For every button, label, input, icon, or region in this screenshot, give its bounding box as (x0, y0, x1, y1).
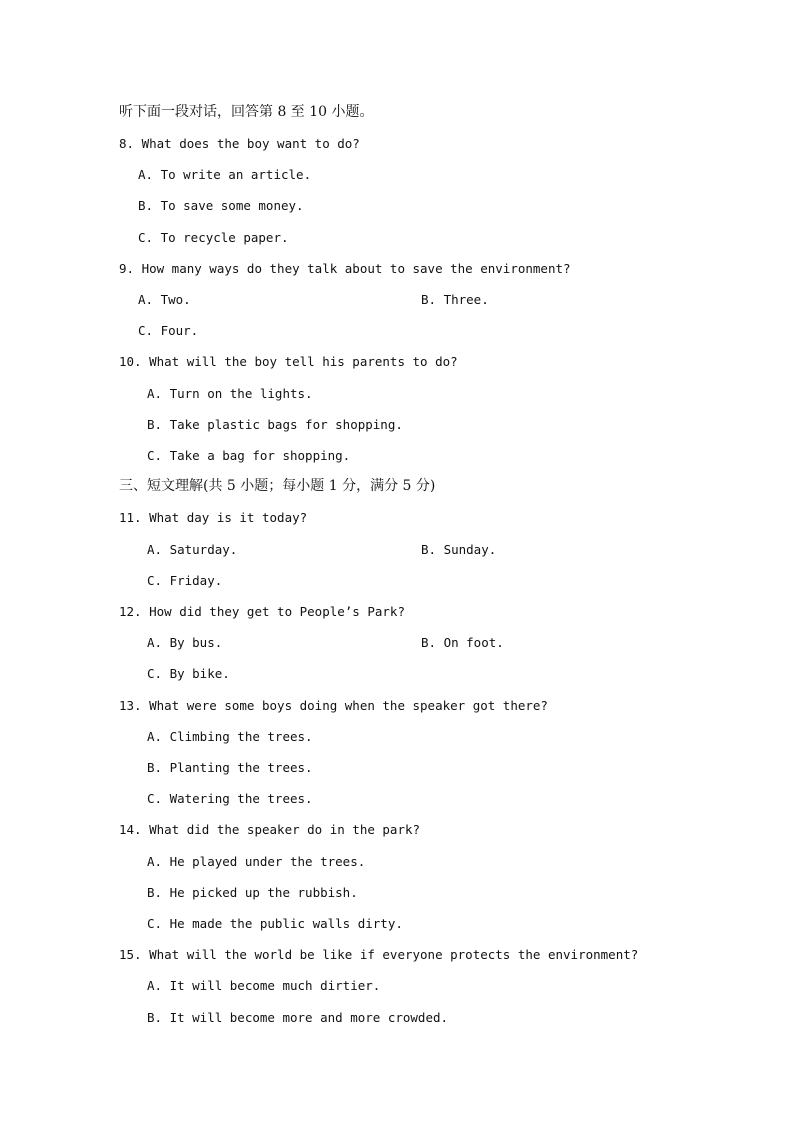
question-8-option-a: A. To write an article. (138, 167, 312, 182)
question-11-option-a: A. Saturday. (147, 542, 238, 557)
question-13-option-b: B. Planting the trees. (147, 760, 313, 775)
question-9-option-a: A. Two. (138, 292, 191, 307)
question-10-option-b: B. Take plastic bags for shopping. (147, 417, 403, 432)
question-15-option-a: A. It will become much dirtier. (147, 978, 381, 993)
question-9-option-c: C. Four. (138, 323, 199, 338)
question-12-stem: 12. How did they get to People’s Park? (119, 604, 405, 619)
question-12-option-b: B. On foot. (421, 635, 504, 650)
question-15-stem: 15. What will the world be like if everyone protects the environment? (119, 947, 639, 962)
question-8-option-c: C. To recycle paper. (138, 230, 289, 245)
section-heading-passage-comprehension: 三、短文理解(共 5 小题；每小题 1 分，满分 5 分) (119, 478, 436, 494)
question-13-stem: 13. What were some boys doing when the speaker got there? (119, 698, 548, 713)
question-14-option-c: C. He made the public walls dirty. (147, 916, 403, 931)
question-12-option-c: C. By bike. (147, 666, 230, 681)
question-8-option-b: B. To save some money. (138, 198, 304, 213)
question-11-stem: 11. What day is it today? (119, 510, 308, 525)
question-14-option-a: A. He played under the trees. (147, 854, 366, 869)
question-10-option-a: A. Turn on the lights. (147, 386, 313, 401)
question-10-stem: 10. What will the boy tell his parents to do? (119, 354, 458, 369)
section-heading-listening-dialogue: 听下面一段对话，回答第 8 至 10 小题。 (119, 104, 374, 120)
question-14-option-b: B. He picked up the rubbish. (147, 885, 358, 900)
question-13-option-a: A. Climbing the trees. (147, 729, 313, 744)
question-12-option-a: A. By bus. (147, 635, 223, 650)
question-14-stem: 14. What did the speaker do in the park? (119, 822, 421, 837)
question-15-option-b: B. It will become more and more crowded. (147, 1010, 449, 1025)
question-11-option-b: B. Sunday. (421, 542, 497, 557)
question-13-option-c: C. Watering the trees. (147, 791, 313, 806)
question-11-option-c: C. Friday. (147, 573, 223, 588)
question-10-option-c: C. Take a bag for shopping. (147, 448, 351, 463)
question-8-stem: 8. What does the boy want to do? (119, 136, 360, 151)
question-9-stem: 9. How many ways do they talk about to save the environment? (119, 261, 571, 276)
question-9-option-b: B. Three. (421, 292, 489, 307)
